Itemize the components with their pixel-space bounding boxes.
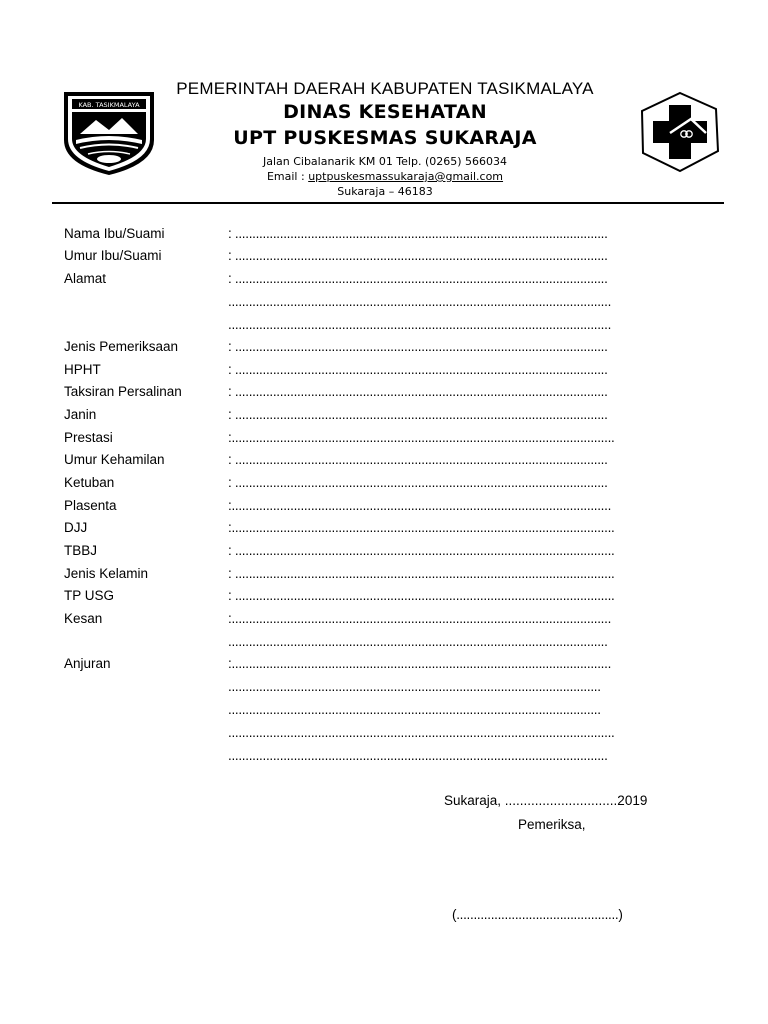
fill-in-blank: : ............................................................................................................ [228,226,608,241]
fill-in-blank: ............................................................................................................... [228,294,612,309]
fill-in-blank: ............................................................................................................... [228,317,612,332]
fill-in-blank: : ............................................................................................................ [228,384,608,399]
field-label: Umur Ibu/Suami [64,248,162,263]
address-line: Jalan Cibalanarik KM 01 Telp. (0265) 566034 [262,155,508,168]
field-label: TBBJ [64,543,98,558]
institution-title: UPT PUSKESMAS SUKARAJA [233,127,537,149]
city-postal-line: Sukaraja – 46183 [337,185,433,198]
field-label: Jenis Kelamin [64,566,149,581]
puskesmas-cross-emblem-icon [640,91,720,173]
government-title: PEMERINTAH DAERAH KABUPATEN TASIKMALAYA [176,79,594,98]
fill-in-blank: : ............................................................................................................ [228,452,608,467]
fill-in-blank: ............................................................................................................ [228,679,601,694]
email-label: Email : [266,170,309,183]
field-label: Plasenta [64,498,117,513]
field-label: Kesan [64,611,103,626]
fill-in-blank: : ............................................................................................................ [228,339,608,354]
field-label: Taksiran Persalinan [64,384,182,399]
letterhead [150,78,620,199]
fill-in-blank: :............................................................................................................... [228,520,615,535]
agency-title: DINAS KESEHATAN [283,101,487,123]
fill-in-blank: :............................................................................................................... [228,430,615,445]
field-label: Prestasi [64,430,113,445]
signature-name-blank: (...............................................) [452,907,623,922]
field-label: Alamat [64,271,107,286]
field-label: Jenis Pemeriksaan [64,339,179,354]
field-label: DJJ [64,520,88,535]
field-label: TP USG [64,588,115,603]
email-line [150,169,620,184]
fill-in-blank: : .............................................................................................................. [228,543,615,558]
fill-in-blank: ............................................................................................................ [228,702,601,717]
field-label: Janin [64,407,97,422]
field-label: HPHT [64,362,101,377]
fill-in-blank: : ............................................................................................................ [228,407,608,422]
field-label: Nama Ibu/Suami [64,226,165,241]
tasikmalaya-regency-emblem-icon [58,84,160,178]
fill-in-blank: .............................................................................................................. [228,748,608,763]
fill-in-blank: :.............................................................................................................. [228,656,612,671]
fill-in-blank: ................................................................................................................ [228,725,615,740]
fill-in-blank: : ............................................................................................................ [228,475,608,490]
email-link[interactable]: uptpuskesmassukaraja@gmail.com [308,170,504,183]
fill-in-blank: : ............................................................................................................ [228,362,608,377]
fill-in-blank: : ............................................................................................................ [228,271,608,286]
fill-in-blank: .............................................................................................................. [228,634,608,649]
letterhead-divider [52,202,724,204]
signature-place-date: Sukaraja, ..............................2019 [444,793,648,808]
field-label: Anjuran [64,656,111,671]
field-label: Umur Kehamilan [64,452,165,467]
fill-in-blank: :.............................................................................................................. [228,611,612,626]
left-logo-text: KAB. TASIKMALAYA [78,101,140,109]
fill-in-blank: : .............................................................................................................. [228,566,615,581]
signature-role: Pemeriksa, [518,817,586,832]
field-label: Ketuban [64,475,115,490]
fill-in-blank: : ............................................................................................................ [228,248,608,263]
fill-in-blank: :.............................................................................................................. [228,498,612,513]
fill-in-blank: : .............................................................................................................. [228,588,615,603]
